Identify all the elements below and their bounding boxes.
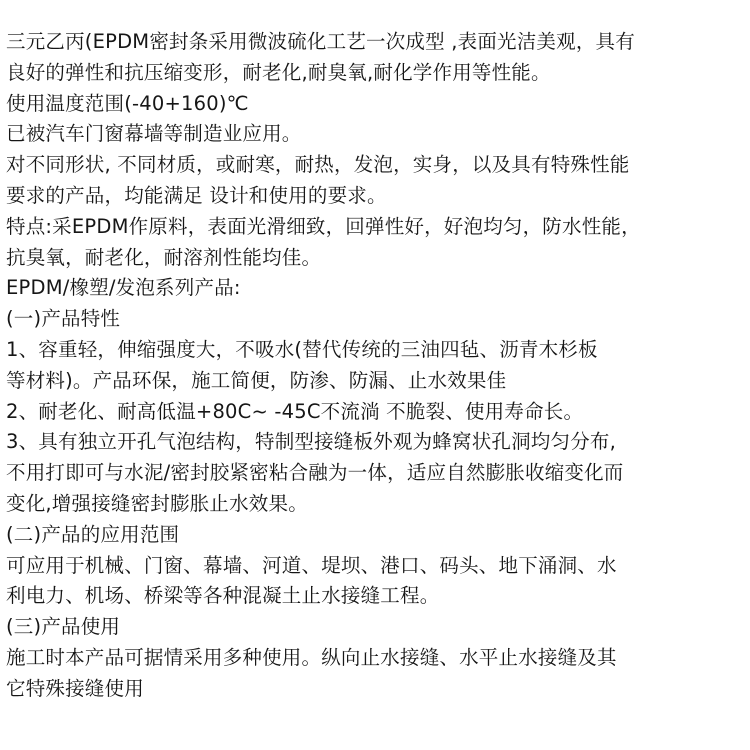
text-line: 可应用于机械、门窗、幕墙、河道、堤坝、港口、码头、地下涌洞、水 (6, 553, 617, 577)
text-line: 它特殊接缝使用 (6, 676, 144, 700)
text-line: 利电力、机场、桥梁等各种混凝土止水接缝工程。 (6, 584, 440, 608)
text-line: 不用打即可与水泥/密封胶紧密粘合融为一体，适应自然膨胀收缩变化而 (6, 461, 624, 485)
text-line: 特点:采EPDM作原料，表面光滑细致，回弹性好，好泡均匀，防水性能， (6, 214, 641, 238)
text-line: 已被汽车门窗幕墙等制造业应用。 (6, 122, 302, 146)
text-line: 要求的产品，均能满足 设计和使用的要求。 (6, 183, 387, 207)
text-line: 等材料)。产品环保，施工简便，防渗、防漏、止水效果佳 (6, 368, 507, 392)
text-line: 抗臭氧，耐老化，耐溶剂性能均佳。 (6, 245, 322, 269)
text-line: 施工时本产品可据情采用多种使用。纵向止水接缝、水平止水接缝及其 (6, 645, 617, 669)
product-description (6, 0, 748, 705)
section-heading: (二)产品的应用范围 (6, 522, 180, 546)
section-heading: (一)产品特性 (6, 307, 121, 331)
text-line: 使用温度范围(-40+160)℃ (6, 91, 249, 115)
text-line: 1、容重轻，伸缩强度大，不吸水(替代传统的三油四毡、沥青木杉板 (6, 337, 598, 361)
text-line: 三元乙丙(EPDM密封条采用微波硫化工艺一次成型 ,表面光洁美观，具有 (6, 30, 635, 53)
section-heading: (三)产品使用 (6, 615, 121, 639)
text-line: 变化,增强接缝密封膨胀止水效果。 (6, 491, 308, 515)
text-line: EPDM/橡塑/发泡系列产品: (6, 276, 241, 300)
text-line: 2、耐老化、耐高低温+80C~ -45C不流淌 不脆裂、使用寿命长。 (6, 399, 584, 423)
text-line: 对不同形状, 不同材质，或耐寒，耐热，发泡，实身，以及具有特殊性能 (6, 153, 630, 177)
text-line: 3、具有独立开孔气泡结构，特制型接缝板外观为蜂窝状孔洞均匀分布, (6, 430, 617, 454)
text-line: 良好的弹性和抗压缩变形，耐老化,耐臭氧,耐化学作用等性能。 (6, 60, 551, 84)
